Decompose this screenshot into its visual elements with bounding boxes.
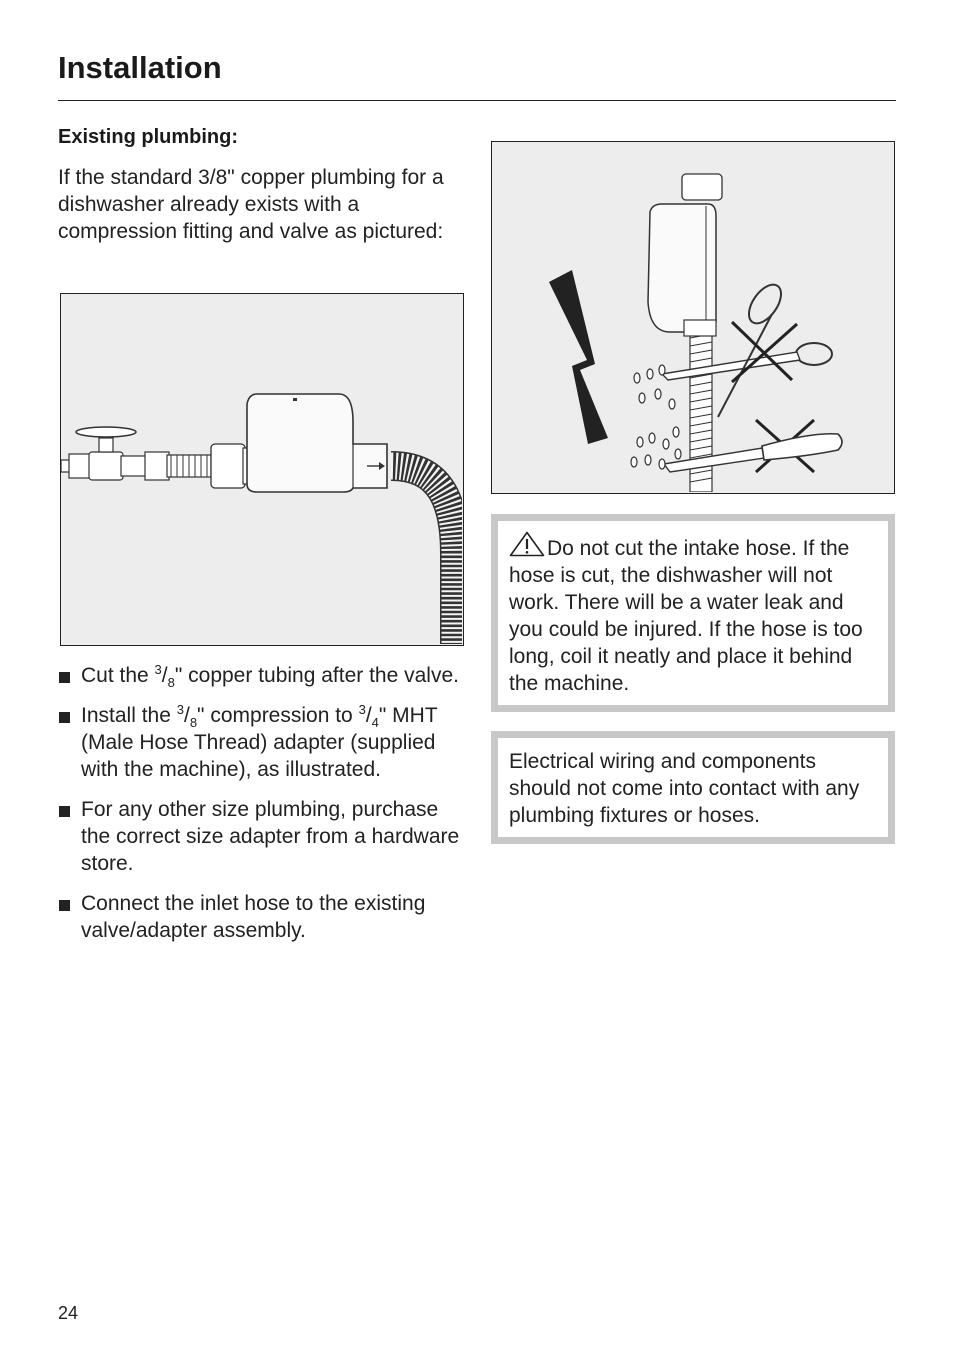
valve-hose-illustration bbox=[60, 293, 464, 646]
fraction-denominator: 8 bbox=[189, 715, 198, 731]
square-bullet-icon bbox=[59, 712, 70, 723]
instruction-list bbox=[58, 662, 468, 957]
bullet-text: " MHT (Male Hose Thread) adapter (supplied with the machine), as illustrated. bbox=[81, 704, 438, 781]
square-bullet-icon bbox=[59, 672, 70, 683]
list-item bbox=[58, 890, 468, 944]
bullet-text: For any other size plumbing, purchase the correct size adapter from a hardware store. bbox=[81, 798, 460, 875]
do-not-cut-hose-illustration bbox=[491, 141, 895, 494]
warning-text: Do not cut the intake hose. If the hose is cut, the dishwasher will not work. There will be a water leak and you could be injured. If the hose is too long, coil it neatly and place it behind the machine. bbox=[509, 537, 863, 695]
list-item bbox=[58, 662, 468, 689]
info-notice bbox=[491, 731, 895, 844]
square-bullet-icon bbox=[59, 900, 70, 911]
info-text: Electrical wiring and components should not come into contact with any plumbing fixtures or hoses. bbox=[509, 750, 860, 827]
fraction-numerator: 3 bbox=[154, 662, 162, 677]
fraction-slash: / bbox=[365, 704, 372, 727]
bullet-text: Install the bbox=[81, 704, 177, 727]
bullet-text: Connect the inlet hose to the existing valve/adapter assembly. bbox=[81, 892, 426, 942]
valve-hose-drawing bbox=[61, 294, 462, 644]
square-bullet-icon bbox=[59, 806, 70, 817]
warning-triangle-icon bbox=[509, 531, 545, 557]
title-divider bbox=[58, 100, 896, 101]
bullet-text: Cut the bbox=[81, 664, 155, 687]
list-item bbox=[58, 796, 468, 877]
fraction-numerator: 3 bbox=[176, 702, 184, 717]
section-heading: Existing plumbing: bbox=[58, 126, 238, 148]
warning-notice bbox=[491, 514, 895, 712]
page-number: 24 bbox=[58, 1303, 79, 1323]
fraction-slash: / bbox=[161, 664, 168, 687]
fraction-denominator: 4 bbox=[371, 715, 379, 731]
bullet-text: " copper tubing after the valve. bbox=[174, 664, 459, 687]
do-not-cut-drawing bbox=[492, 142, 893, 492]
fraction-numerator: 3 bbox=[358, 702, 366, 717]
fraction-slash: / bbox=[183, 704, 190, 727]
fraction-denominator: 8 bbox=[167, 675, 175, 691]
bullet-text: " compression to bbox=[197, 704, 359, 727]
list-item bbox=[58, 702, 468, 783]
intro-paragraph: If the standard 3/8" copper plumbing for a dishwasher already exists with a compression fitting and valve as pictured: bbox=[58, 166, 444, 243]
page-title: Installation bbox=[58, 50, 222, 85]
